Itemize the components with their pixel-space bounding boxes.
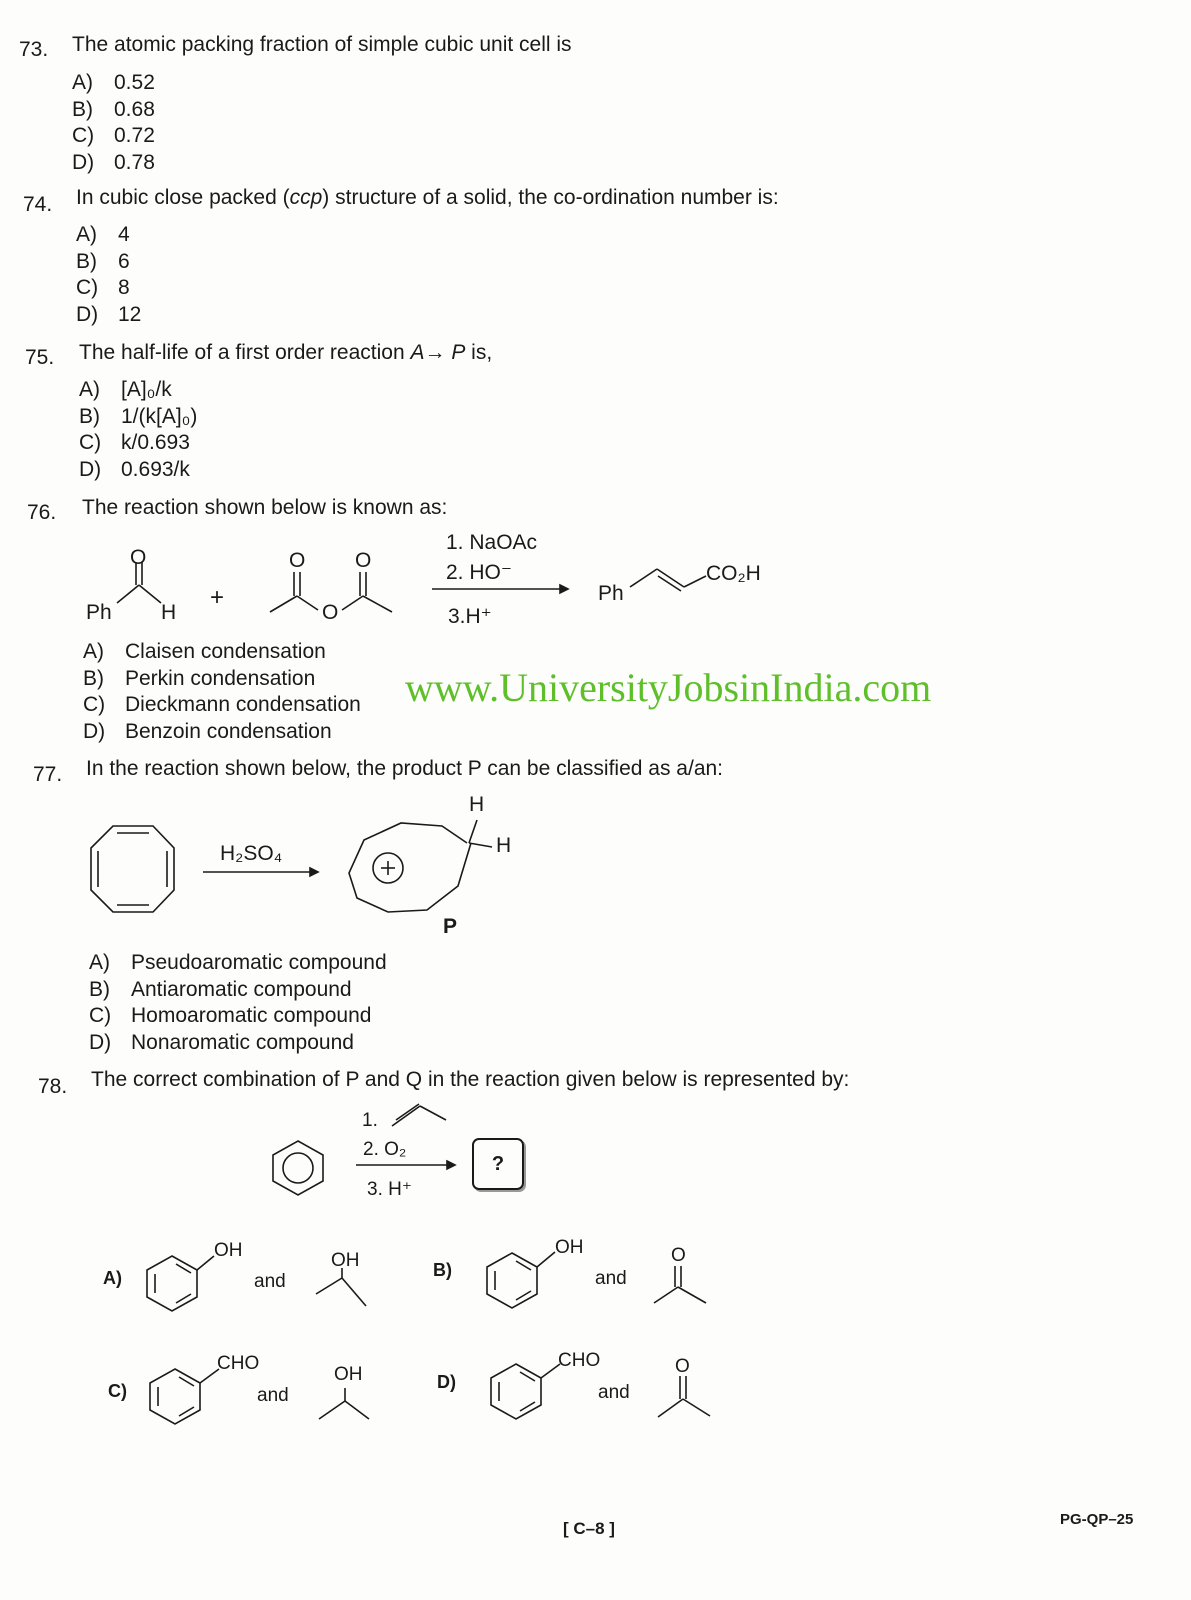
q75-number: 75. [25, 346, 55, 369]
q78-option-a-letter: A) [103, 1268, 122, 1288]
q76-ph-2: Ph [598, 582, 624, 605]
q78-step-1: 1. [362, 1110, 378, 1131]
q76-text: The reaction shown below is known as: [82, 496, 448, 519]
q77-option-b: B) Antiaromatic compound [89, 977, 352, 1001]
q78-option-b-letter: B) [433, 1260, 452, 1280]
q76-option-c: C) Dieckmann condensation [83, 693, 361, 716]
q74-text: In cubic close packed (ccp) structure of a solid, the co-ordination number is: [76, 186, 779, 209]
q78-text: The correct combination of P and Q in the reaction given below is represented by: [91, 1068, 850, 1091]
q74-option-b: B) 6 [76, 249, 130, 273]
q78-option-c-and: and [257, 1385, 289, 1406]
q76-co2h: CO₂H [706, 562, 761, 585]
q78-number: 78. [38, 1075, 68, 1098]
q78-option-a-group: OH [214, 1240, 243, 1261]
q73-option-b: B) 0.68 [72, 97, 155, 121]
q77-text: In the reaction shown below, the product P can be classified as a/an: [86, 757, 724, 780]
q76-option-b: B) Perkin condensation [83, 666, 316, 690]
q76-number: 76. [27, 501, 57, 524]
paper-code: PG-QP–25 [1060, 1511, 1134, 1528]
q75-option-a: A) [A]₀/k [79, 378, 172, 401]
q74-option-a: A) 4 [76, 223, 130, 246]
q78-option-b-second: O [671, 1245, 686, 1266]
q74-option-d: D) 12 [76, 302, 142, 326]
q75-option-d: D) 0.693/k [79, 457, 190, 481]
q73-option-a: A) 0.52 [72, 71, 155, 94]
q76-h-1: H [161, 601, 177, 624]
q76-o-aldehyde: O [130, 546, 147, 569]
q78-option-c-second: OH [334, 1364, 363, 1385]
q78-option-b-group: OH [555, 1237, 584, 1258]
q78-option-d-second: O [675, 1356, 690, 1377]
q77-option-a: A) Pseudoaromatic compound [89, 951, 387, 974]
q73-text: The atomic packing fraction of simple cubic unit cell is [72, 33, 572, 56]
q73-option-d: D) 0.78 [72, 150, 155, 174]
q76-step-1: 1. NaOAc [446, 531, 538, 554]
q78-option-c-letter: C) [108, 1381, 127, 1401]
page-number: [ C–8 ] [563, 1519, 615, 1538]
watermark: www.UniversityJobsinIndia.com [405, 665, 932, 710]
q76-plus: + [210, 584, 225, 611]
q78-step-3: 3. H⁺ [367, 1179, 412, 1200]
q78-option-a-second: OH [331, 1250, 360, 1271]
q76-option-d: D) Benzoin condensation [83, 719, 332, 743]
q78-option-d-letter: D) [437, 1372, 456, 1392]
q74-option-c: C) 8 [76, 276, 130, 299]
q77-h-top: H [469, 793, 485, 816]
q76-o-bridge: O [322, 601, 339, 624]
q75-option-c: C) k/0.693 [79, 431, 190, 454]
q77-reagent: H₂SO₄ [220, 842, 283, 865]
q78-option-d-and: and [598, 1382, 630, 1403]
q75-option-b: B) 1/(k[A]₀) [79, 404, 198, 428]
q78-option-d-group: CHO [558, 1350, 601, 1371]
q78-option-a-and: and [254, 1271, 286, 1292]
q78-option-b-and: and [595, 1268, 627, 1289]
q77-label-p: P [443, 915, 458, 938]
q76-o-carbonyl-1: O [289, 549, 306, 572]
q75-text: The half-life of a first order reaction A→ P is, [79, 341, 493, 364]
q76-step-3: 3.H⁺ [448, 605, 492, 628]
benzene [273, 1141, 323, 1195]
q76-o-carbonyl-2: O [355, 549, 372, 572]
q73-number: 73. [19, 38, 49, 61]
q76-ph-1: Ph [86, 601, 112, 624]
q77-option-d: D) Nonaromatic compound [89, 1030, 354, 1054]
q78-unknown-product: ? [472, 1138, 524, 1190]
q76-step-2: 2. HO⁻ [446, 561, 512, 584]
q78-option-c-group: CHO [217, 1353, 260, 1374]
q77-number: 77. [33, 763, 63, 786]
q77-option-c: C) Homoaromatic compound [89, 1004, 372, 1027]
q73-option-c: C) 0.72 [72, 124, 155, 147]
q77-h-right: H [496, 834, 512, 857]
q78-step-2: 2. O₂ [363, 1139, 407, 1160]
q76-option-a: A) Claisen condensation [83, 640, 326, 663]
q74-number: 74. [23, 193, 53, 216]
